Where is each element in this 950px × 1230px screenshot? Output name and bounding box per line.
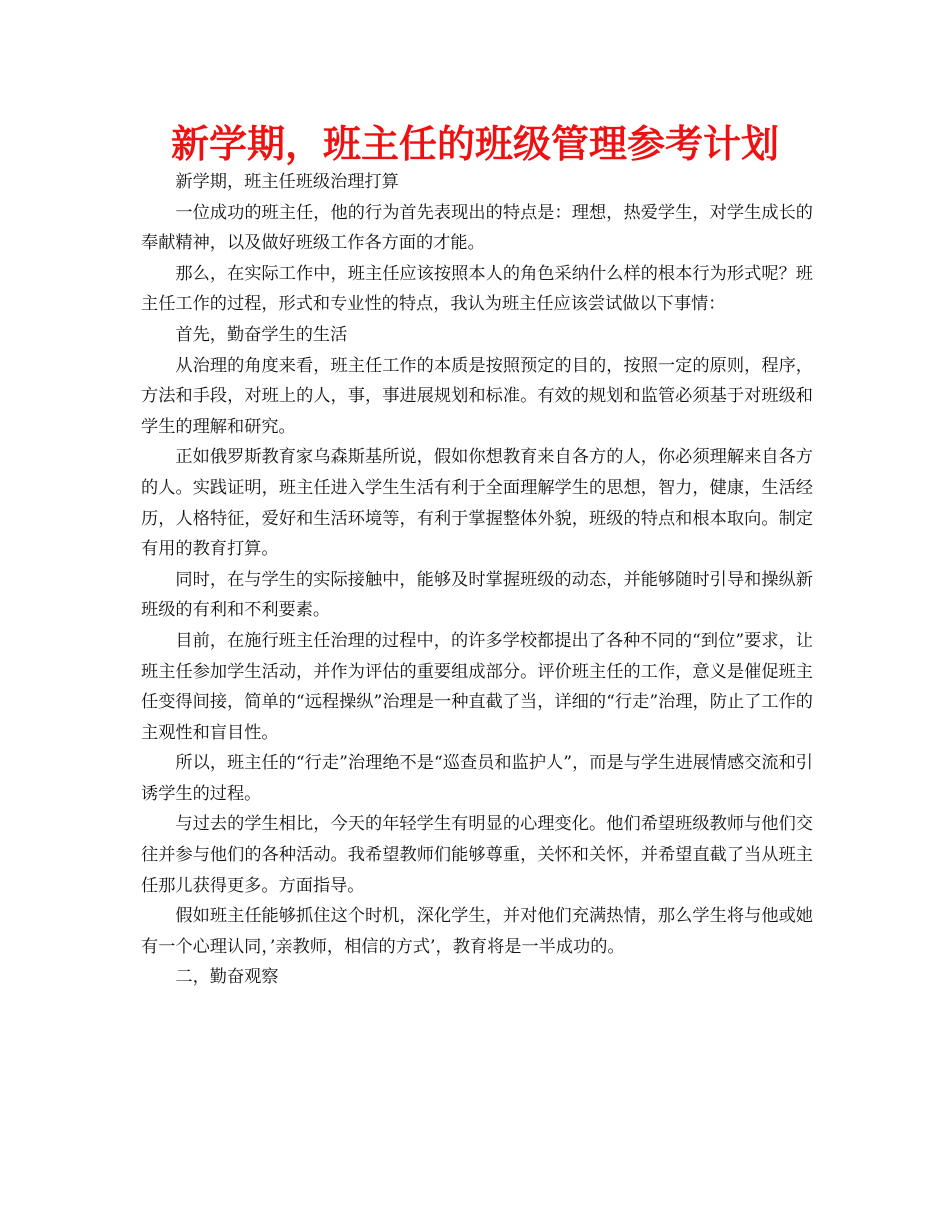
- document-title: 新学期，班主任的班级管理参考计划: [170, 122, 779, 166]
- paragraph: 正如俄罗斯教育家乌森斯基所说，假如你想教育来自各方的人，你必须理解来自各方的人。实践证明，班主任进入学生生活有利于全面理解学生的思想，智力，健康，生活经历，人格特征，爱好和生活环境等，有利于掌握整体外貌，班级的特点和根本取向。制定有用的教育打算。: [141, 447, 813, 560]
- paragraph: 首先，勤奋学生的生活: [175, 324, 348, 345]
- paragraph: 新学期，班主任班级治理打算: [175, 172, 399, 192]
- paragraph: 一位成功的班主任，他的行为首先表现出的特点是：理想，热爱学生，对学生成长的奉献精神，以及做好班级工作各方面的才能。: [141, 202, 813, 254]
- paragraph: 假如班主任能够抓住这个时机，深化学生，并对他们充满热情，那么学生将与他或她有一个心理认同，’亲教师，相信的方式’，教育将是一半成功的。: [141, 906, 813, 957]
- paragraph: 那么，在实际工作中，班主任应该按照本人的角色采纳什么样的根本行为形式呢？班主任工作的过程，形式和专业性的特点，我认为班主任应该尝试做以下事情：: [141, 263, 813, 315]
- document-body: [141, 167, 813, 993]
- paragraph: 从治理的角度来看，班主任工作的本质是按照预定的目的，按照一定的原则，程序，方法和手段，对班上的人，事，事进展规划和标准。有效的规划和监管必须基于对班级和学生的理解和研究。: [141, 355, 813, 437]
- paragraph: 所以，班主任的“行走”治理绝不是“巡查员和监护人”，而是与学生进展情感交流和引诱学生的过程。: [141, 753, 813, 804]
- paragraph: 二，勤奋观察: [175, 967, 279, 988]
- paragraph: 目前，在施行班主任治理的过程中，的许多学校都提出了各种不同的“到位”要求，让班主任参加学生活动，并作为评估的重要组成部分。评价班主任的工作，意义是催促班主任变得间接，简单的“远程操纵”治理是一种直截了当，详细的“行走”治理，防止了工作的主观性和盲目性。: [141, 630, 813, 743]
- paragraph: 与过去的学生相比，今天的年轻学生有明显的心理变化。他们希望班级教师与他们交往并参与他们的各种活动。我希望教师们能够尊重，关怀和关怀，并希望直截了当从班主任那儿获得更多。方面指导。: [141, 814, 813, 896]
- paragraph: 同时，在与学生的实际接触中，能够及时掌握班级的动态，并能够随时引导和操纵新班级的有利和不利要素。: [141, 569, 813, 621]
